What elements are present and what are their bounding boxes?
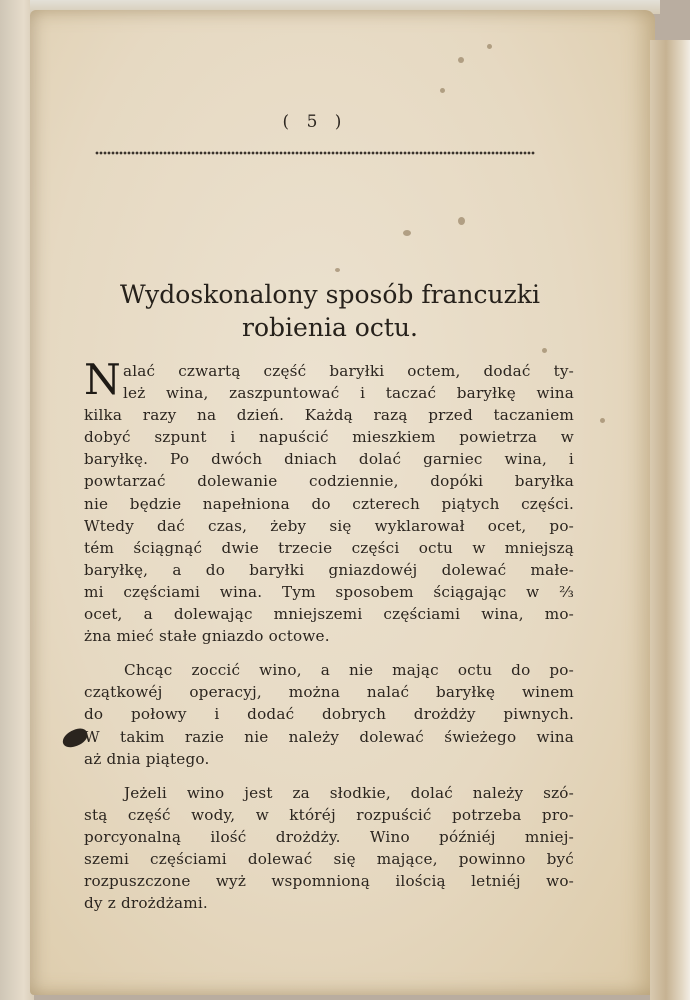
text-line: porcyonalną ilość drożdży. Wino późniéj mniej- [84,827,574,846]
text-line: ocet, a dolewając mniejszemi częściami wina, mo- [84,605,574,624]
text-line: nie będzie napełniona do czterech piątych części. [84,494,574,513]
text-line: alać czwartą część baryłki octem, dodać ty- [122,362,574,380]
decorative-dotted-rule [95,150,535,156]
text-line: powtarzać dolewanie codziennie, dopóki baryłka [84,472,574,491]
text-line: rozpuszczone wyż wspomnioną ilością letniéj wo- [84,872,574,891]
text-line: baryłkę, a do baryłki gniazdowéj dolewać małe- [84,560,574,579]
article-title [60,278,600,344]
text-line: baryłkę. Po dwóch dniach dolać garniec wina, i [84,450,574,469]
foxing-spot [487,44,492,49]
foxing-spot [440,88,445,93]
text-line: tém ściągnąć dwie trzecie części octu w mniejszą [84,538,574,557]
foxing-spot [335,268,340,272]
text-line: kilka razy na dzień. Każdą razą przed taczaniem [84,406,574,425]
drop-cap: N [84,355,121,404]
page-stack-edge [650,40,690,1000]
book-binding-edge [0,0,34,1000]
title-line-1: Wydoskonalony sposób francuzki [120,280,540,309]
text-line: aż dnia piątego. [84,749,210,768]
article-body [84,355,574,914]
text-line: dy z drożdżami. [84,894,208,913]
title-line-2: robienia octu. [242,313,418,342]
paragraph-3 [84,782,574,915]
foxing-spot [403,230,411,236]
text-line: czątkowéj operacyj, można nalać baryłkę winem [84,683,574,702]
text-line: leż wina, zaszpuntować i taczać baryłkę wina [122,384,574,403]
text-line: do połowy i dodać dobrych drożdży piwnych. [84,705,574,724]
page-number: ( 5 ) [282,112,348,132]
foxing-spot [458,217,465,225]
paragraph-1 [84,355,574,647]
foxing-spot [458,57,464,63]
text-line: Chcąc zoccić wino, a nie mając octu do po- [124,661,574,680]
foxing-spot [542,348,547,353]
text-line: Jeżeli wino jest za słodkie, dolać należy szó- [124,783,574,802]
text-line: szemi częściami dolewać się mające, powinno być [84,849,574,868]
text-line: Wtedy dać czas, żeby się wyklarował ocet, po- [84,516,574,535]
text-line: żna mieć stałe gniazdo octowe. [84,627,330,646]
text-line: W takim razie nie należy dolewać świeżego wina [84,727,574,746]
text-line: mi częściami wina. Tym sposobem ściągając w ⅔ [84,582,574,601]
foxing-spot [600,418,605,423]
text-line: stą część wody, w któréj rozpuścić potrzeba pro- [84,805,574,824]
text-line: dobyć szpunt i napuścić mieszkiem powietrza w [84,428,574,447]
paragraph-2 [84,659,574,769]
